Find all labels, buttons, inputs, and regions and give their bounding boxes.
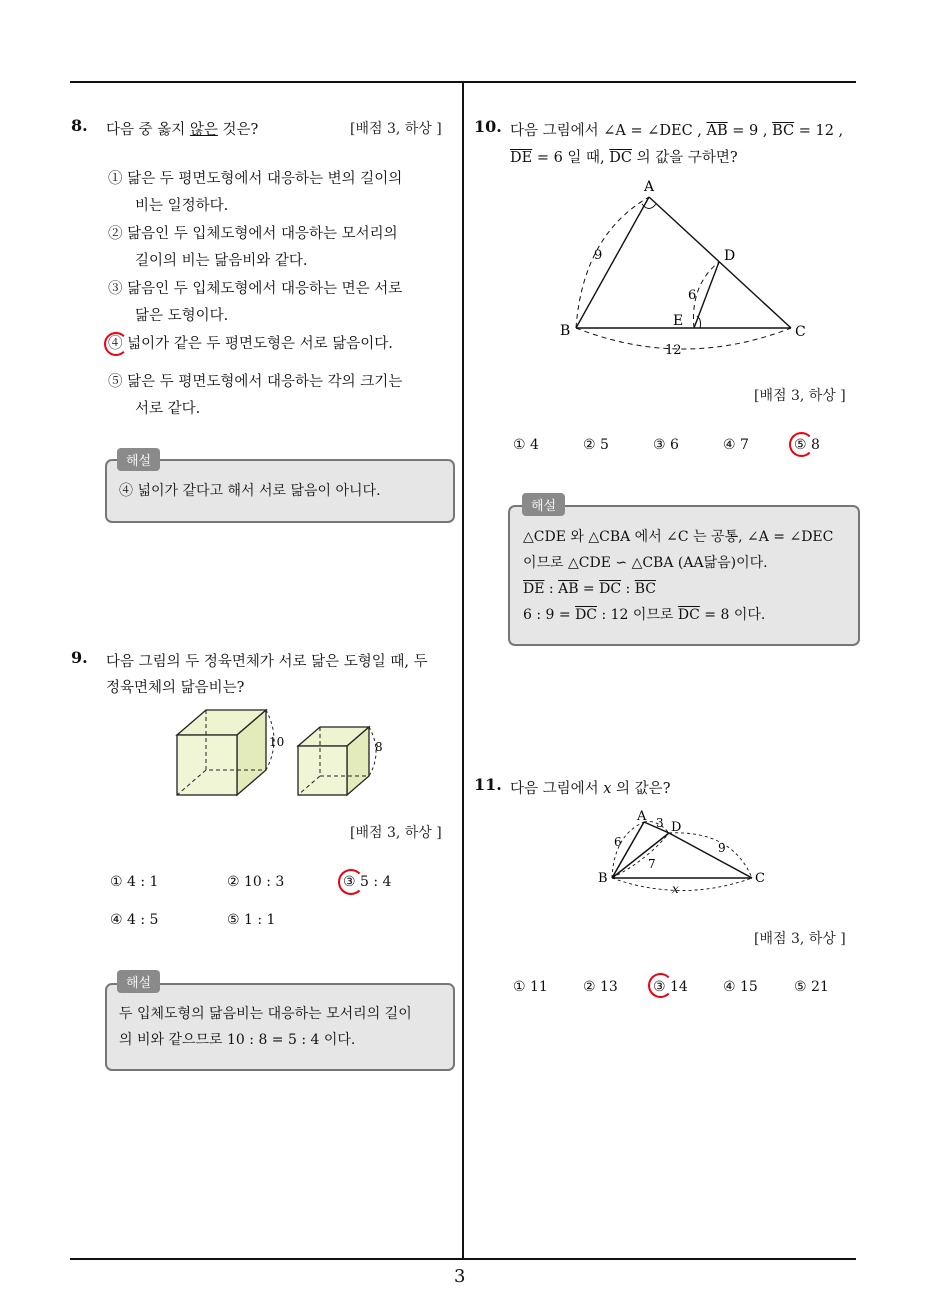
q8-answer-circle	[104, 332, 128, 356]
q11-stem-x: x	[603, 781, 612, 797]
q11-option-2[interactable]: ② 13	[583, 979, 618, 995]
q10-stem-line-1	[510, 119, 843, 140]
q10-solution-line-2: 이므로 △CDE ∽ △CBA (AA닮음)이다.	[523, 555, 768, 571]
q10-stem-part-a: 다음 그림에서 ∠A = ∠DEC ,	[510, 123, 702, 139]
q10-sol-ab: $\overline{AB}$	[558, 581, 579, 597]
q11-label-bc: x	[672, 882, 679, 896]
q9-cube-figure	[170, 700, 410, 805]
q10-stem-part-e: 의 값을 구하면?	[632, 150, 738, 166]
q11-stem-part-b: 의 값은?	[611, 781, 671, 797]
q8-solution-tag: 해설	[117, 448, 160, 471]
q11-triangle-figure	[592, 805, 777, 900]
q10-option-5[interactable]: ⑤ 8	[794, 437, 820, 453]
q8-option-4-line-1: 넓이가 같은 두 평면도형은 서로 닮음이다.	[127, 336, 393, 352]
q10-number: 10.	[474, 117, 502, 136]
q11-label-A: A	[637, 809, 647, 824]
q10-label-D: D	[724, 248, 736, 264]
q8-option-1-line-2: 비는 일정하다.	[135, 198, 229, 214]
q10-label-de: 6	[688, 288, 697, 303]
q10-stem-ab: $\overline{AB}$	[706, 123, 728, 139]
q10-stem-bc: $\overline{BC}$	[772, 123, 795, 139]
q10-solution-text	[523, 524, 833, 628]
q11-number: 11.	[474, 775, 502, 794]
big-cube	[177, 710, 274, 795]
q10-label-A: A	[644, 179, 655, 195]
q10-sol-bc: $\overline{BC}$	[634, 581, 656, 597]
q8-option-1[interactable]	[108, 166, 402, 220]
q10-sol-de: $\overline{DE}$	[523, 581, 545, 597]
q11-answer-circle	[648, 973, 673, 998]
q10-sol-l4-dc: $\overline{DC}$	[575, 607, 597, 623]
q10-sol-l4-dc2: $\overline{DC}$	[677, 607, 700, 623]
q9-option-5[interactable]: ⑤ 1 : 1	[227, 912, 276, 928]
q10-stem-line-2	[510, 146, 738, 167]
q11-option-4[interactable]: ④ 15	[723, 979, 758, 995]
page-number: 3	[454, 1266, 466, 1287]
q8-option-2[interactable]	[108, 221, 398, 275]
q10-label-B: B	[560, 323, 571, 339]
q10-score: [배점 3, 하상 ]	[754, 388, 846, 404]
q10-option-3[interactable]: ③ 6	[653, 437, 679, 453]
q11-score: [배점 3, 하상 ]	[754, 931, 846, 947]
q9-small-label: 8	[375, 740, 383, 754]
q9-option-1[interactable]: ① 4 : 1	[110, 874, 159, 890]
q8-option-2-line-1: 닮음인 두 입체도형에서 대응하는 모서리의	[127, 226, 398, 242]
q8-option-4[interactable]	[108, 331, 393, 358]
q11-stem	[510, 777, 670, 798]
q11-label-ab: 6	[614, 835, 622, 849]
q10-option-4[interactable]: ④ 7	[723, 437, 749, 453]
q11-option-3[interactable]: ③ 14	[653, 979, 688, 995]
bottom-rule	[70, 1258, 856, 1260]
q9-option-2[interactable]: ② 10 : 3	[227, 874, 285, 890]
q11-label-dc: 9	[718, 841, 726, 855]
q9-stem-line-1: 다음 그림의 두 정육면체가 서로 닮은 도형일 때, 두	[106, 654, 428, 670]
q9-score: [배점 3, 하상 ]	[350, 825, 442, 841]
q8-stem-underlined: 않은	[189, 122, 218, 138]
q11-option-1[interactable]: ① 11	[513, 979, 548, 995]
q8-option-5-line-1: 닮은 두 평면도형에서 대응하는 각의 크기는	[127, 374, 403, 390]
q8-option-3-line-2: 닮은 도형이다.	[135, 308, 229, 324]
q8-option-3-mark: ③	[108, 281, 123, 297]
q8-option-4-mark: ④	[108, 336, 123, 352]
q9-answer-circle	[338, 869, 364, 895]
q10-triangle-figure	[550, 175, 820, 360]
q8-stem	[106, 118, 258, 139]
small-cube	[298, 727, 376, 795]
q11-label-bd: 7	[648, 857, 656, 871]
q8-stem-suffix: 것은?	[217, 122, 259, 138]
q9-solution-line-2: 의 비와 같으므로 10 : 8 = 5 : 4 이다.	[119, 1032, 356, 1048]
q8-option-2-mark: ②	[108, 226, 123, 242]
q10-option-2[interactable]: ② 5	[583, 437, 609, 453]
q10-solution-tag: 해설	[522, 493, 565, 516]
q10-label-E: E	[673, 313, 684, 329]
q8-option-1-line-1: 닮은 두 평면도형에서 대응하는 변의 길이의	[127, 171, 403, 187]
q10-sol-l4-c: = 8 이다.	[699, 607, 766, 623]
q8-option-5[interactable]	[108, 369, 402, 423]
q9-option-4[interactable]: ④ 4 : 5	[110, 912, 159, 928]
q9-big-label: 10	[269, 735, 285, 749]
q11-stem-part-a: 다음 그림에서	[510, 781, 604, 797]
q10-stem-part-c: = 12 ,	[794, 123, 844, 139]
q10-sol-dc: $\overline{DC}$	[599, 581, 622, 597]
q10-solution-line-3: $\overline{DE}$ : $\overline{AB} = \overline{DC}$ : $\overline{BC}$	[523, 581, 656, 597]
q11-label-ad: 3	[656, 816, 664, 830]
q11-option-5[interactable]: ⑤ 21	[794, 979, 829, 995]
q11-label-C: C	[755, 871, 765, 886]
q10-solution-line-1: △CDE 와 △CBA 에서 ∠C 는 공통, ∠A = ∠DEC	[523, 529, 834, 545]
q8-option-5-mark: ⑤	[108, 374, 123, 390]
q10-stem-dc: $\overline{DC}$	[609, 150, 632, 166]
column-divider	[462, 83, 464, 1259]
q8-option-3-line-1: 닮음인 두 입체도형에서 대응하는 면은 서로	[127, 281, 403, 297]
q10-stem-part-d: = 6 일 때,	[532, 150, 605, 166]
q11-label-D: D	[671, 820, 682, 835]
q9-number: 9.	[71, 648, 88, 667]
q10-label-bc: 12	[665, 343, 682, 358]
q10-solution-box	[508, 505, 860, 646]
q10-answer-circle	[789, 432, 814, 457]
q8-option-1-mark: ①	[108, 171, 123, 187]
q10-stem-part-b: = 9 ,	[727, 123, 768, 139]
q8-option-3[interactable]	[108, 276, 402, 330]
q10-sol-l4-b: : 12 이므로	[597, 607, 678, 623]
q8-number: 8.	[71, 116, 88, 135]
q11-label-B: B	[598, 871, 608, 886]
q10-label-C: C	[795, 324, 806, 340]
q8-option-5-line-2: 서로 같다.	[135, 401, 201, 417]
q10-option-1[interactable]: ① 4	[513, 437, 539, 453]
q9-solution-line-1: 두 입체도형의 닮음비는 대응하는 모서리의 길이	[119, 1006, 412, 1022]
q9-solution-text	[119, 1001, 412, 1053]
q8-score: [배점 3, 하상 ]	[350, 121, 442, 137]
q10-sol-l4-a: 6 : 9 =	[523, 607, 576, 623]
q10-solution-line-4	[523, 607, 765, 623]
q8-solution-text: ④ 넓이가 같다고 해서 서로 닮음이 아니다.	[119, 483, 381, 499]
q10-stem-de: $\overline{DE}$	[510, 150, 533, 166]
q9-option-3[interactable]: ③ 5 : 4	[343, 874, 392, 890]
q9-stem-line-2: 정육면체의 닮음비는?	[106, 680, 245, 696]
q9-solution-box	[105, 983, 455, 1071]
q8-option-2-line-2: 길이의 비는 닮음비와 같다.	[135, 253, 308, 269]
q9-solution-tag: 해설	[117, 970, 160, 993]
q8-stem-prefix: 다음 중 옳지	[106, 122, 190, 138]
q10-label-ab: 9	[594, 248, 603, 263]
